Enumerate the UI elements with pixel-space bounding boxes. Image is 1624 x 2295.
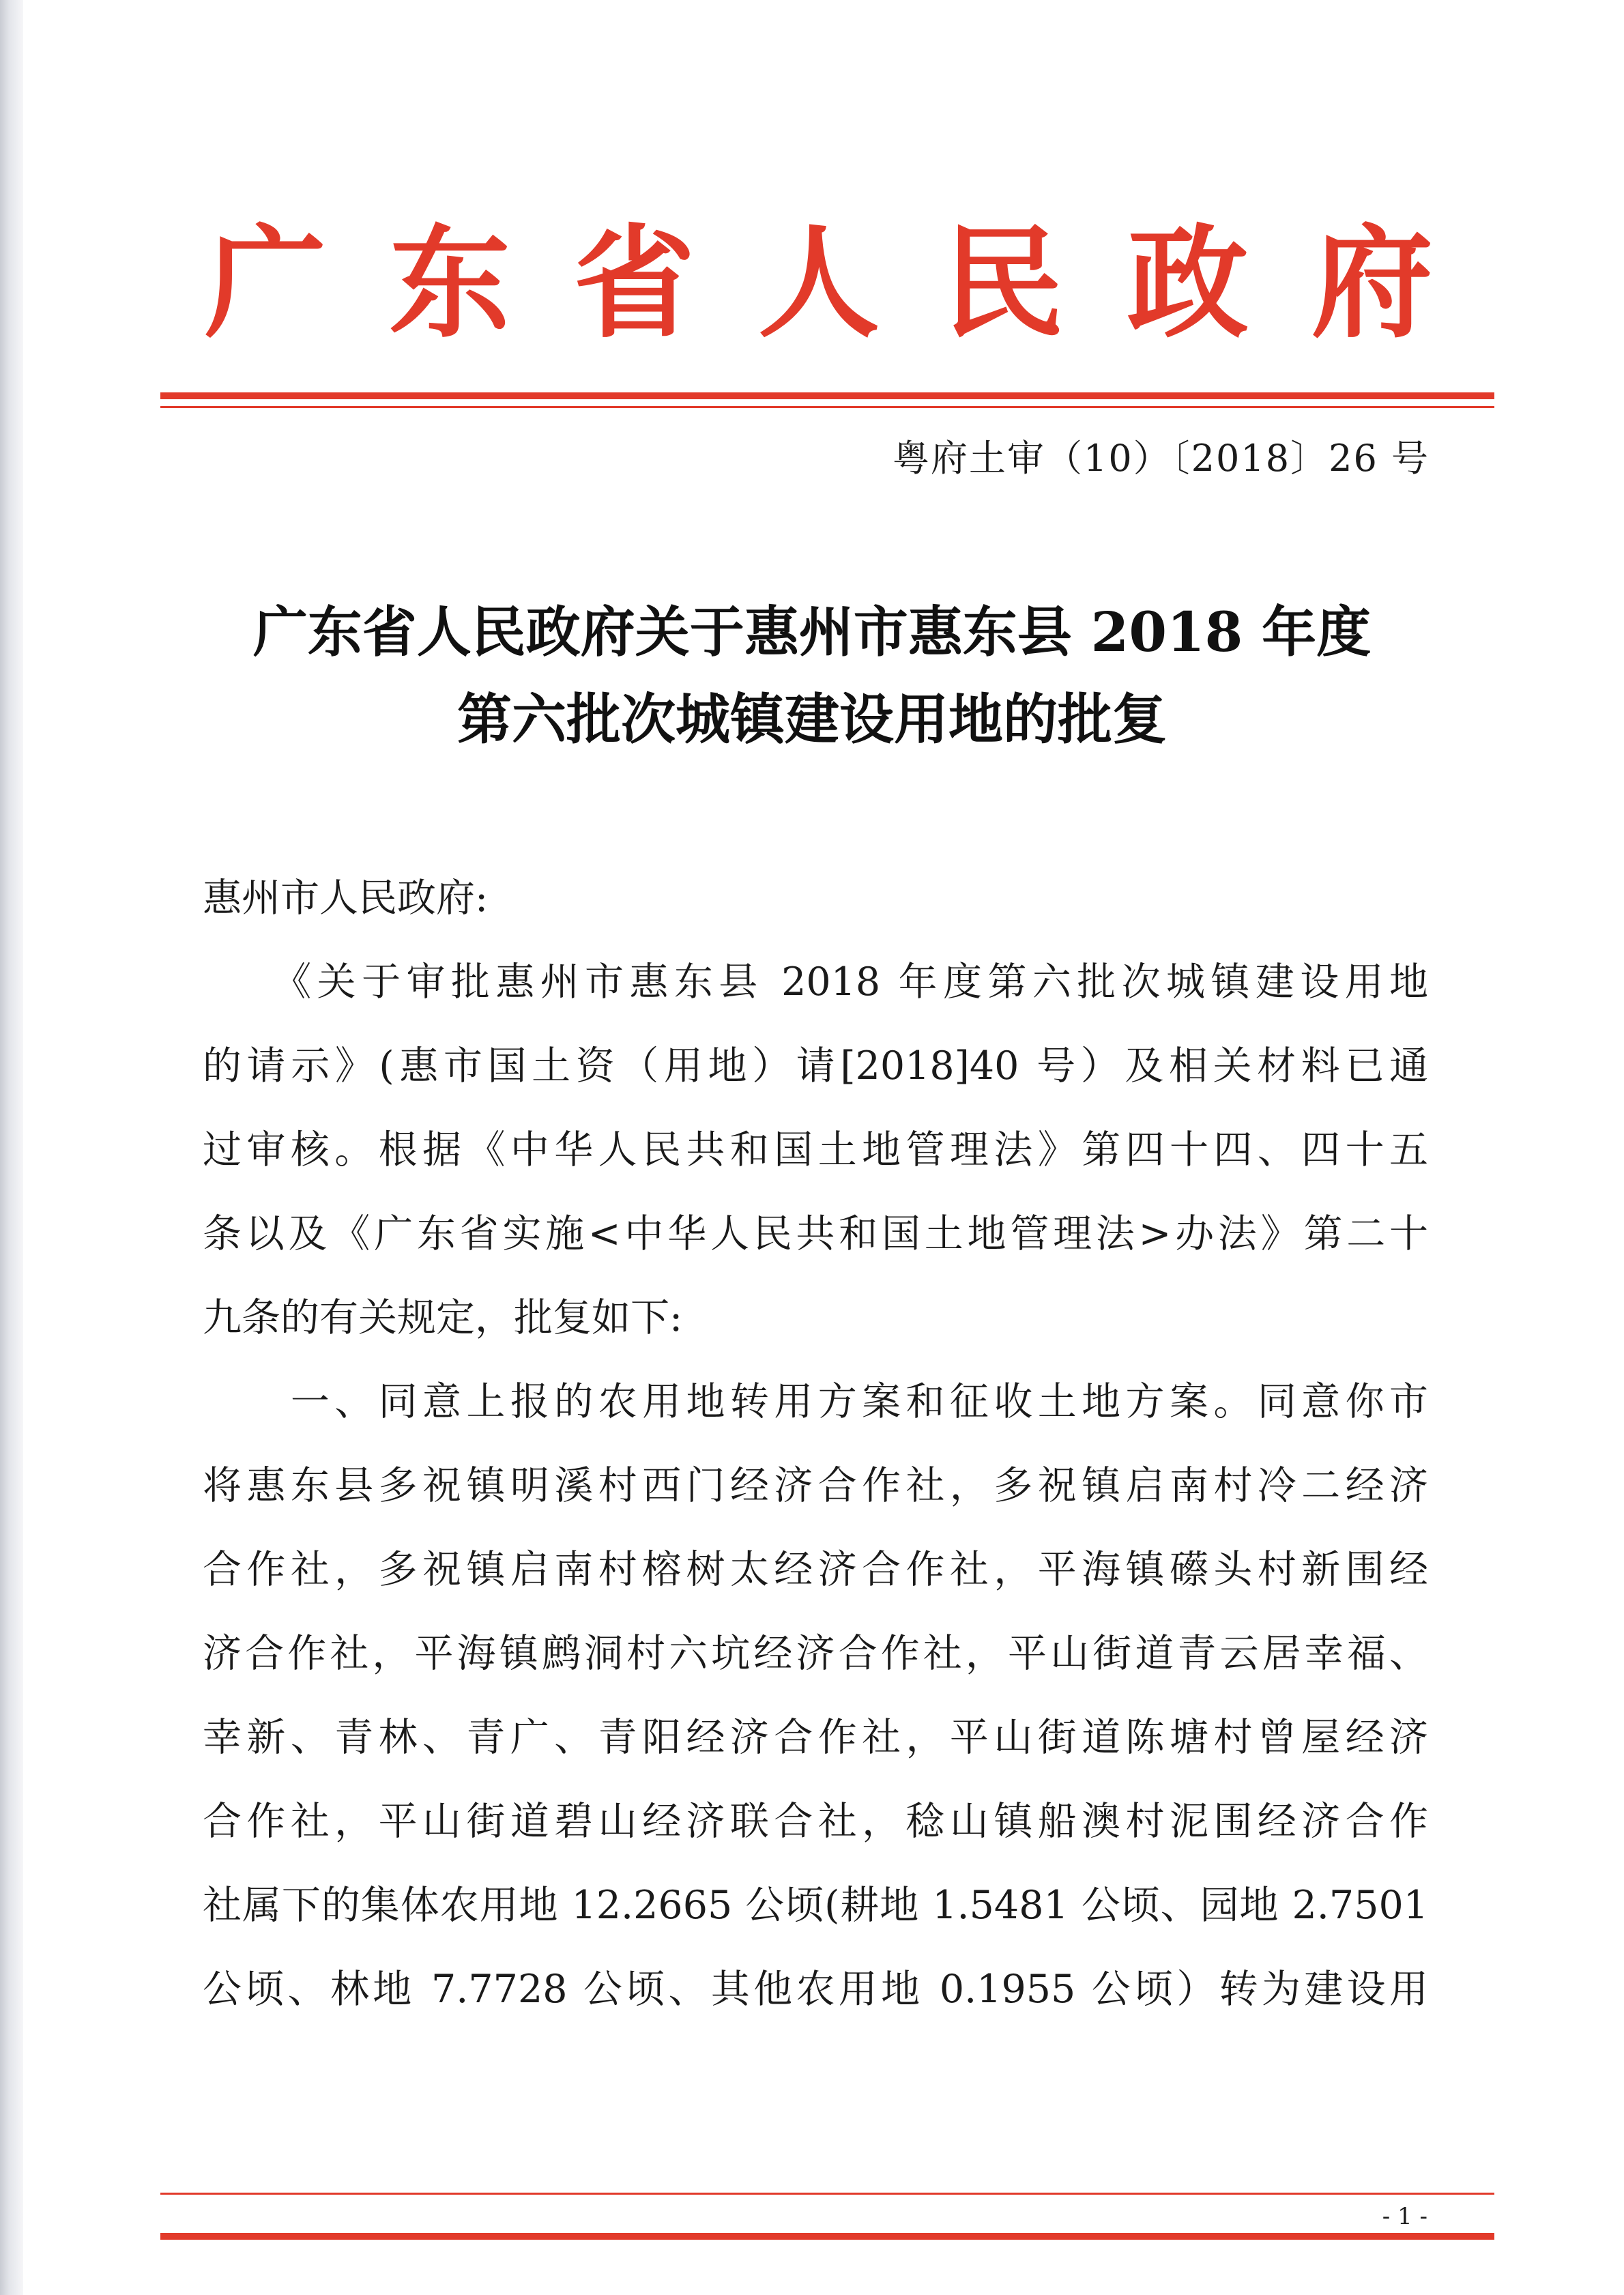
masthead-char: 民	[942, 212, 1064, 354]
masthead-char: 省	[573, 212, 695, 354]
body-line: 将惠东县多祝镇明溪村西门经济合作社，多祝镇启南村冷二经济	[203, 1463, 1428, 1508]
scan-edge-shadow	[0, 0, 23, 2295]
title-line: 第六批次城镇建设用地的批复	[457, 687, 1167, 751]
masthead-char: 府	[1311, 212, 1433, 354]
masthead	[205, 205, 1433, 362]
document-title	[157, 588, 1467, 763]
body-line: 合作社，平山街道碧山经济联合社，稔山镇船澳村泥围经济合作	[203, 1799, 1428, 1844]
body-line: 条以及《广东省实施<中华人民共和国土地管理法>办法》第二十	[203, 1211, 1428, 1256]
body-line: 社属下的集体农用地 12.2665 公顷(耕地 1.5481 公顷、园地 2.7501	[203, 1883, 1428, 1928]
page-number: - 1 -	[1382, 2203, 1427, 2230]
body-line: 过审核。根据《中华人民共和国土地管理法》第四十四、四十五	[203, 1127, 1428, 1172]
body-line: 的请示》(惠市国土资（用地）请[2018]40 号）及相关材料已通	[203, 1043, 1428, 1088]
body-line: 九条的有关规定，批复如下:	[203, 1295, 683, 1340]
document-body	[203, 856, 1428, 2032]
masthead-char: 政	[1127, 212, 1249, 354]
body-line: 幸新、青林、青广、青阳经济合作社，平山街道陈塘村曾屋经济	[203, 1715, 1428, 1760]
body-line: 《关于审批惠州市惠东县 2018 年度第六批次城镇建设用地	[203, 959, 1428, 1005]
masthead-char: 人	[757, 212, 880, 354]
masthead-red-rule	[160, 392, 1494, 399]
body-line: 济合作社，平海镇鹧洞村六坑经济合作社，平山街道青云居幸福、	[203, 1631, 1428, 1676]
footer-red-rule-thin	[160, 2193, 1494, 2195]
document-number: 粤府土审（10）〔2018〕26 号	[892, 437, 1430, 480]
body-line: 合作社，多祝镇启南村榕树太经济合作社，平海镇礤头村新围经	[203, 1547, 1428, 1592]
body-line: 一、同意上报的农用地转用方案和征收土地方案。同意你市	[203, 1379, 1428, 1424]
footer-red-rule	[160, 2233, 1494, 2240]
title-line: 广东省人民政府关于惠州市惠东县 2018 年度	[252, 600, 1372, 664]
masthead-red-rule-thin	[160, 406, 1494, 408]
masthead-char: 广	[205, 212, 326, 354]
body-line: 公顷、林地 7.7728 公顷、其他农用地 0.1955 公顷）转为建设用	[203, 1967, 1428, 2012]
masthead-char: 东	[389, 212, 511, 354]
salutation: 惠州市人民政府:	[203, 876, 489, 921]
